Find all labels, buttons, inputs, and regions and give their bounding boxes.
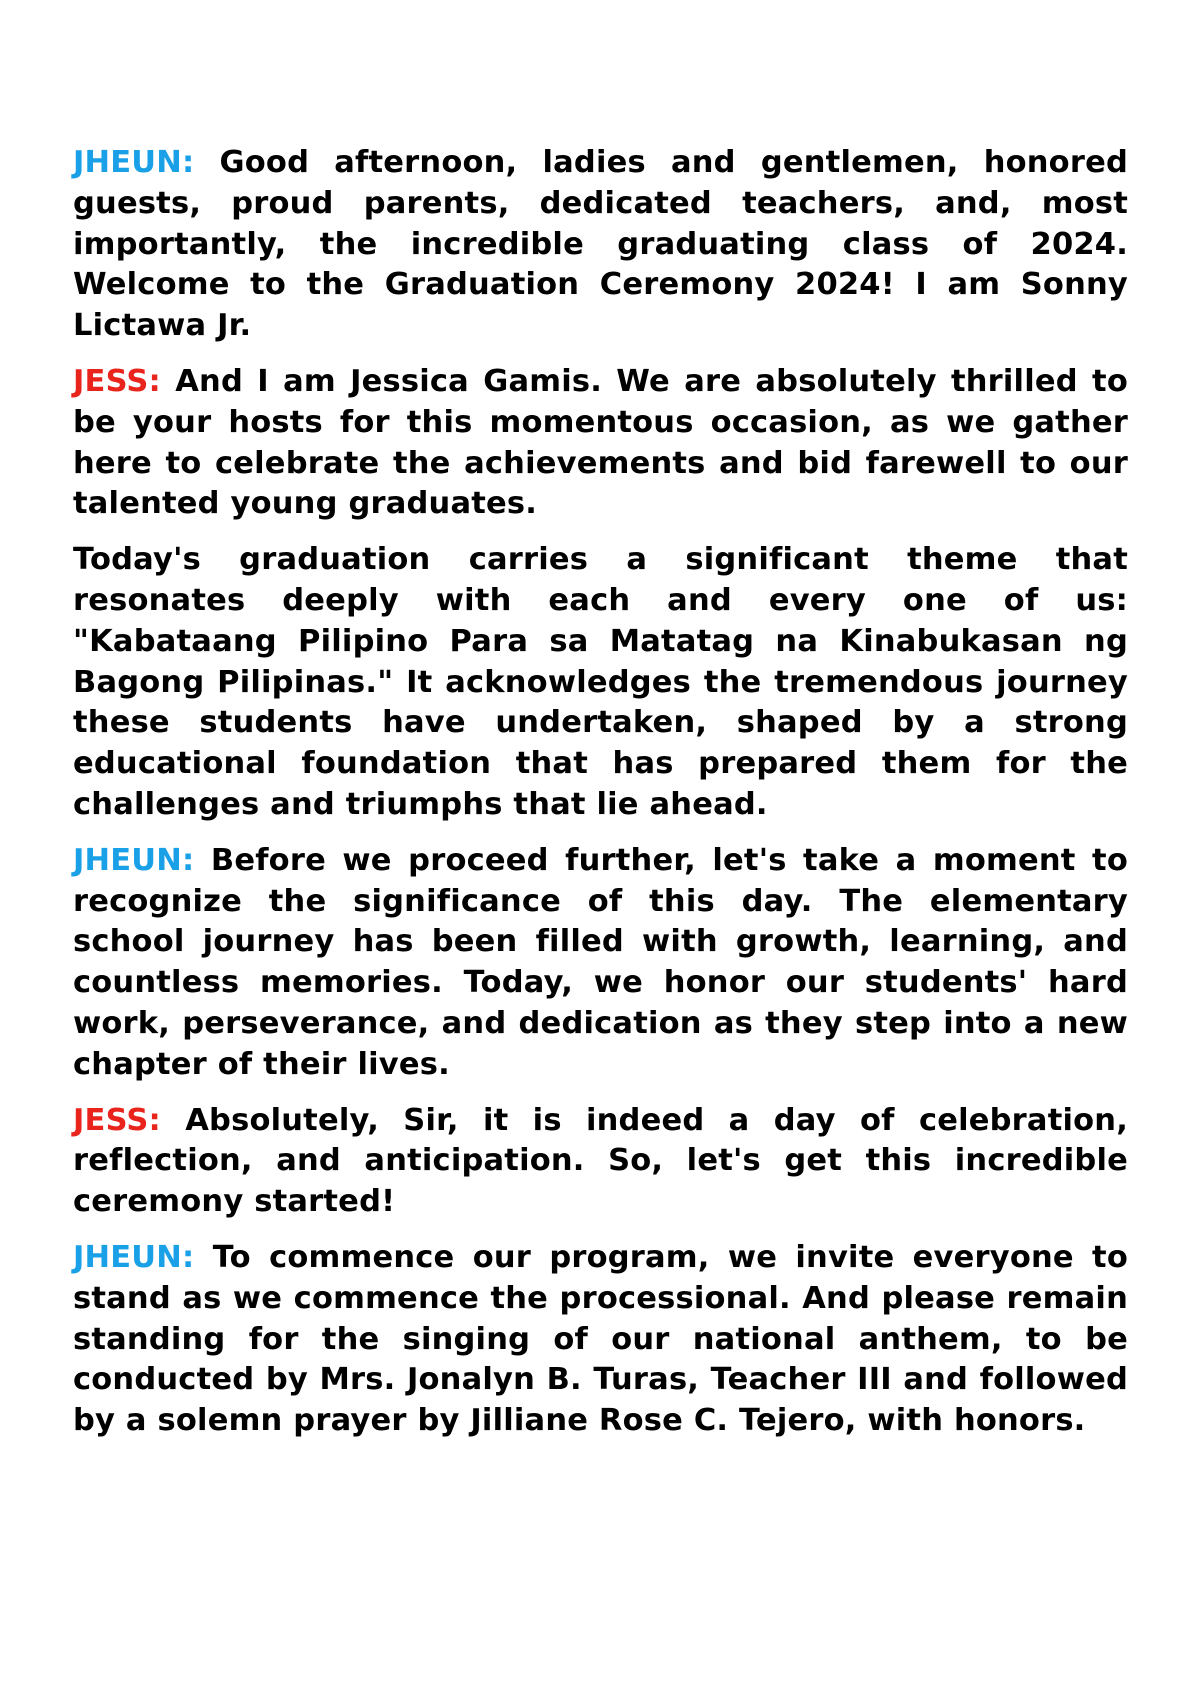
dialogue-paragraph-3 (73, 540, 1128, 826)
dialogue-text: Good afternoon, ladies and gentlemen, honored guests, proud parents, dedicated teachers, and, most importantly, the incredible graduating class of 2024. Welcome to the Graduation Ceremony 2024! I am Sonny Lictawa Jr. (73, 145, 1128, 344)
dialogue-text: Today's graduation carries a significant theme that resonates deeply with each and every one of us: "Kabataang Pilipino Para sa Matatag na Kinabukasan ng Bagong Pilipinas." It acknowledges the tremendous journey these students have undertaken, shaped by a strong educational foundation that has prepared them for the challenges and triumphs that lie ahead. (73, 542, 1128, 822)
dialogue-paragraph-5 (73, 1101, 1128, 1223)
dialogue-paragraph-4 (73, 841, 1128, 1086)
dialogue-paragraph-6 (73, 1238, 1128, 1442)
dialogue-text: And I am Jessica Gamis. We are absolutely thrilled to be your hosts for this momentous occasion, as we gather here to celebrate the achievements and bid farewell to our talented young graduates. (73, 363, 1128, 522)
speaker-label-jess: JESS: (73, 363, 161, 399)
dialogue-text: To commence our program, we invite everyone to stand as we commence the processional. And please remain standing for the singing of our national anthem, to be conducted by Mrs. Jonalyn B. Turas, Teacher III and followed by a solemn prayer by Jilliane Rose C. Tejero, with honors. (73, 1239, 1128, 1439)
dialogue-text: Before we proceed further, let's take a moment to recognize the significance of this day. The elementary school journey has been filled with growth, learning, and countless memories. Today, we honor our students' hard work, perseverance, and dedication as they step into a new chapter of their lives. (73, 842, 1128, 1082)
script-document (73, 143, 1128, 1457)
dialogue-paragraph-1 (73, 143, 1128, 347)
dialogue-text: Absolutely, Sir, it is indeed a day of celebration, reflection, and anticipation. So, let's get this incredible ceremony started! (73, 1102, 1128, 1220)
speaker-label-jheun: JHEUN: (73, 842, 195, 878)
speaker-label-jheun: JHEUN: (73, 1239, 195, 1275)
dialogue-paragraph-2 (73, 362, 1128, 525)
speaker-label-jheun: JHEUN: (73, 145, 195, 180)
speaker-label-jess: JESS: (73, 1102, 161, 1138)
